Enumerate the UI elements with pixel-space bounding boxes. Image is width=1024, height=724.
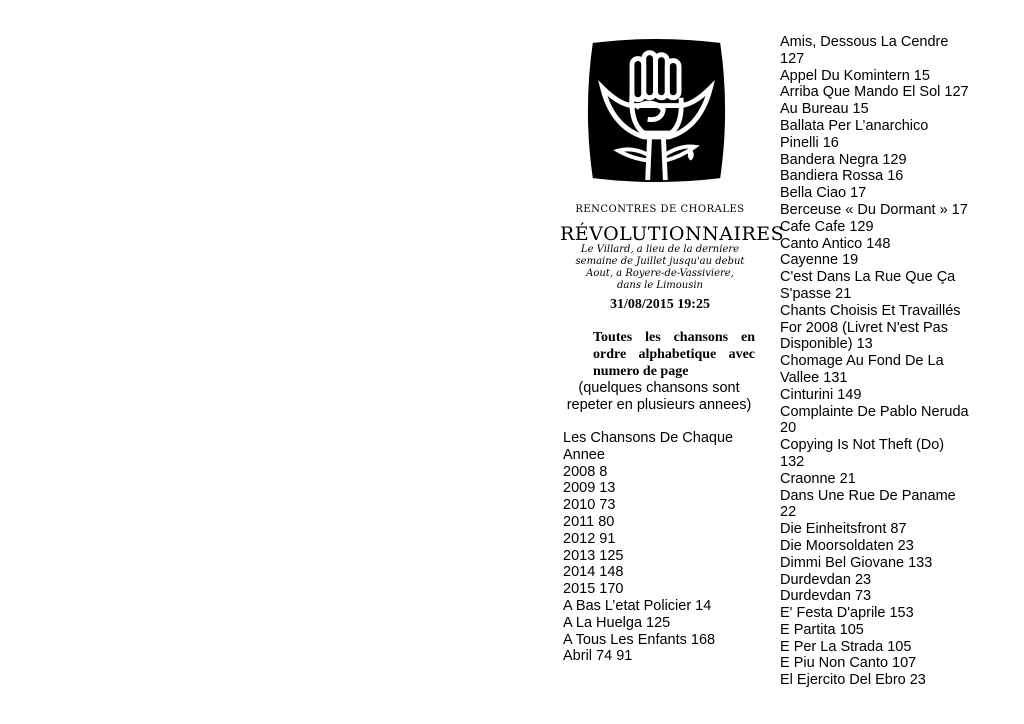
song-index-entry: Canto Antico 148 (780, 235, 891, 252)
logo-caption-line: dans le Limousin (617, 280, 703, 291)
song-index-entry: Au Bureau 15 (780, 101, 869, 118)
song-index-entry: E Piu Non Canto 107 (780, 655, 917, 672)
song-index-entry: Pinelli 16 (780, 134, 839, 151)
raised-fist-flower-icon (583, 37, 730, 184)
song-index-entry: Die Einheitsfront 87 (780, 521, 907, 538)
document-datetime: 31/08/2015 19:25 (610, 297, 710, 312)
song-index-entry: El Ejercito Del Ebro 23 (780, 672, 926, 689)
intro-text: Toutes les chansons en ordre alphabetique avec numero de page (593, 330, 755, 379)
song-index-entry: E Per La Strada 105 (780, 638, 912, 655)
song-index-entry: Die Moorsoldaten 23 (780, 537, 914, 554)
song-index-entry: Bandera Negra 129 (780, 151, 907, 168)
song-index-entry: Craonne 21 (780, 470, 856, 487)
song-index-entry: 20 (780, 420, 797, 437)
song-index-entry: 2015 170 (563, 581, 624, 598)
song-index-entry: 2012 91 (563, 530, 616, 547)
song-index-entry: A Tous Les Enfants 168 (563, 631, 716, 648)
song-index-entry: 132 (780, 453, 805, 470)
logo-caption-line: Le Villard, a lieu de la derniere (580, 244, 740, 255)
logo-caption (575, 244, 745, 292)
song-index-entry: E Partita 105 (780, 621, 864, 638)
song-index-entry: C'est Dans La Rue Que Ça (780, 269, 956, 286)
song-index-entry: Arriba Que Mando El Sol 127 (780, 84, 969, 101)
song-index-entry: Annee (563, 446, 605, 463)
song-index-entry: Ballata Per L’anarchico (780, 117, 929, 134)
song-index-entry: 22 (780, 504, 797, 521)
song-index-entry: 127 (780, 50, 805, 67)
note-text (560, 380, 758, 414)
song-index-entry: Appel Du Komintern 15 (780, 67, 930, 84)
logo-subtitle: RENCONTRES DE CHORALES (575, 204, 745, 215)
song-index-entry: A La Huelga 125 (563, 614, 671, 631)
song-index-entry: Complainte De Pablo Neruda (780, 403, 969, 420)
song-index-entry: 2011 80 (563, 513, 615, 530)
logo-title: RÉVOLUTIONNAIRES (560, 223, 785, 245)
song-index-entry: Cayenne 19 (780, 252, 859, 269)
song-index-entry: 2008 8 (563, 463, 608, 480)
song-index-entry: Cinturini 149 (780, 386, 862, 403)
song-index-entry: A Bas L’etat Policier 14 (563, 597, 712, 614)
song-index-entry: Vallee 131 (780, 369, 848, 386)
song-index-entry: Les Chansons De Chaque (563, 430, 734, 446)
song-index-right (780, 34, 990, 689)
note-line: repeter en plusieurs annees) (566, 397, 752, 413)
logo-caption-line: Aout, a Royere-de-Vassiviere, (586, 268, 734, 279)
note-line: (quelques chansons sont (578, 380, 740, 396)
song-index-entry: Chomage Au Fond De La (780, 353, 944, 370)
song-index-entry: Disponible) 13 (780, 336, 873, 353)
song-index-entry: Chants Choisis Et Travaillés (780, 302, 961, 319)
song-index-entry: Cafe Cafe 129 (780, 218, 874, 235)
song-index-entry: Dans Une Rue De Paname (780, 487, 956, 504)
song-index-entry: 2013 125 (563, 547, 624, 564)
song-index-entry: 2014 148 (563, 564, 624, 581)
song-index-entry: Durdevdan 23 (780, 571, 872, 588)
song-index-entry: Copying Is Not Theft (Do) (780, 437, 945, 454)
song-index-entry: S'passe 21 (780, 285, 852, 302)
song-index-entry: 2010 73 (563, 497, 616, 514)
song-index-entry: Bandiera Rossa 16 (780, 168, 904, 185)
song-index-entry: Berceuse « Du Dormant » 17 (780, 201, 968, 218)
logo-caption-line: semaine de Juillet jusqu'au debut (575, 256, 745, 267)
song-index-entry: Amis, Dessous La Cendre (780, 34, 949, 50)
song-index-entry: Dimmi Bel Giovane 133 (780, 554, 933, 571)
song-index-entry: For 2008 (Livret N'est Pas (780, 319, 948, 336)
song-index-left (563, 430, 753, 665)
song-index-entry: E' Festa D'aprile 153 (780, 605, 914, 622)
song-index-entry: Abril 74 91 (563, 648, 633, 665)
song-index-entry: Bella Ciao 17 (780, 185, 867, 202)
song-index-entry: 2009 13 (563, 480, 616, 497)
song-index-entry: Durdevdan 73 (780, 588, 872, 605)
